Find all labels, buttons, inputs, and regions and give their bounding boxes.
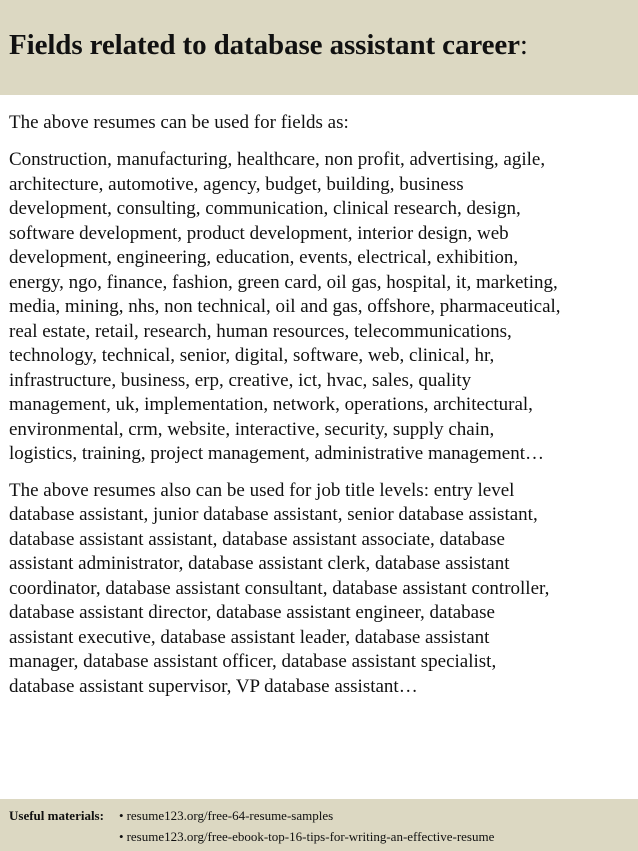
bullet-icon: • bbox=[119, 829, 124, 844]
job-levels-line: database assistant assistant, database assistant associate, database bbox=[9, 528, 505, 550]
footer-indent bbox=[9, 826, 119, 847]
fields-line: environmental, crm, website, interactive, security, supply chain, bbox=[9, 418, 495, 440]
job-levels-line: manager, database assistant officer, database assistant specialist, bbox=[9, 651, 497, 672]
footer-link-item bbox=[119, 805, 333, 826]
job-levels-line: database assistant, junior database assistant, senior database assistant, bbox=[9, 504, 538, 525]
job-levels-line: assistant administrator, database assistant clerk, database assistant bbox=[9, 553, 510, 574]
intro-text: The above resumes can be used for fields as: bbox=[9, 112, 349, 133]
fields-line: real estate, retail, research, human resources, telecommunications, bbox=[9, 320, 512, 342]
job-levels-line: assistant executive, database assistant leader, database assistant bbox=[9, 626, 490, 648]
fields-line: Construction, manufacturing, healthcare, non profit, advertising, agile, bbox=[9, 149, 546, 170]
page-title-text: Fields related to database assistant career bbox=[9, 29, 520, 61]
job-levels-line: The above resumes also can be used for job title levels: entry level bbox=[9, 479, 515, 501]
useful-materials-label-colon: : bbox=[99, 808, 104, 823]
footer-row bbox=[9, 805, 638, 826]
job-levels-line: database assistant director, database assistant engineer, database bbox=[9, 602, 495, 623]
fields-line: management, uk, implementation, network, operations, architectural, bbox=[9, 394, 533, 415]
resume-samples-link[interactable]: resume123.org/free-64-resume-samples bbox=[126, 808, 334, 823]
job-levels-line: database assistant supervisor, VP database assistant… bbox=[9, 675, 418, 697]
footer-banner bbox=[0, 799, 638, 851]
fields-line: development, consulting, communication, clinical research, design, bbox=[9, 198, 521, 219]
useful-materials-label bbox=[9, 805, 119, 826]
job-levels-paragraph bbox=[9, 479, 635, 700]
fields-line: software development, product development, interior design, web bbox=[9, 222, 509, 244]
page-title-colon: : bbox=[519, 29, 528, 61]
page-title bbox=[9, 27, 638, 63]
fields-line: infrastructure, business, erp, creative, ict, hvac, sales, quality bbox=[9, 369, 472, 391]
fields-line: logistics, training, project management, administrative management… bbox=[9, 443, 545, 464]
main-content bbox=[9, 111, 635, 711]
footer-link-item bbox=[119, 826, 494, 847]
fields-line: architecture, automotive, agency, budget, building, business bbox=[9, 173, 464, 195]
fields-line: media, mining, nhs, non technical, oil and gas, offshore, pharmaceutical, bbox=[9, 296, 561, 317]
header-banner bbox=[0, 0, 638, 95]
useful-materials-label-text: Useful materials bbox=[9, 808, 100, 823]
fields-paragraph bbox=[9, 148, 635, 467]
fields-line: energy, ngo, finance, fashion, green card, oil gas, hospital, it, marketing, bbox=[9, 271, 558, 293]
footer-row bbox=[9, 826, 638, 847]
bullet-icon: • bbox=[119, 808, 124, 823]
ebook-tips-link[interactable]: resume123.org/free-ebook-top-16-tips-for-writing-an-effective-resume bbox=[126, 829, 495, 844]
fields-line: technology, technical, senior, digital, software, web, clinical, hr, bbox=[9, 345, 495, 366]
fields-line: development, engineering, education, events, electrical, exhibition, bbox=[9, 247, 519, 268]
job-levels-line: coordinator, database assistant consultant, database assistant controller, bbox=[9, 577, 550, 599]
